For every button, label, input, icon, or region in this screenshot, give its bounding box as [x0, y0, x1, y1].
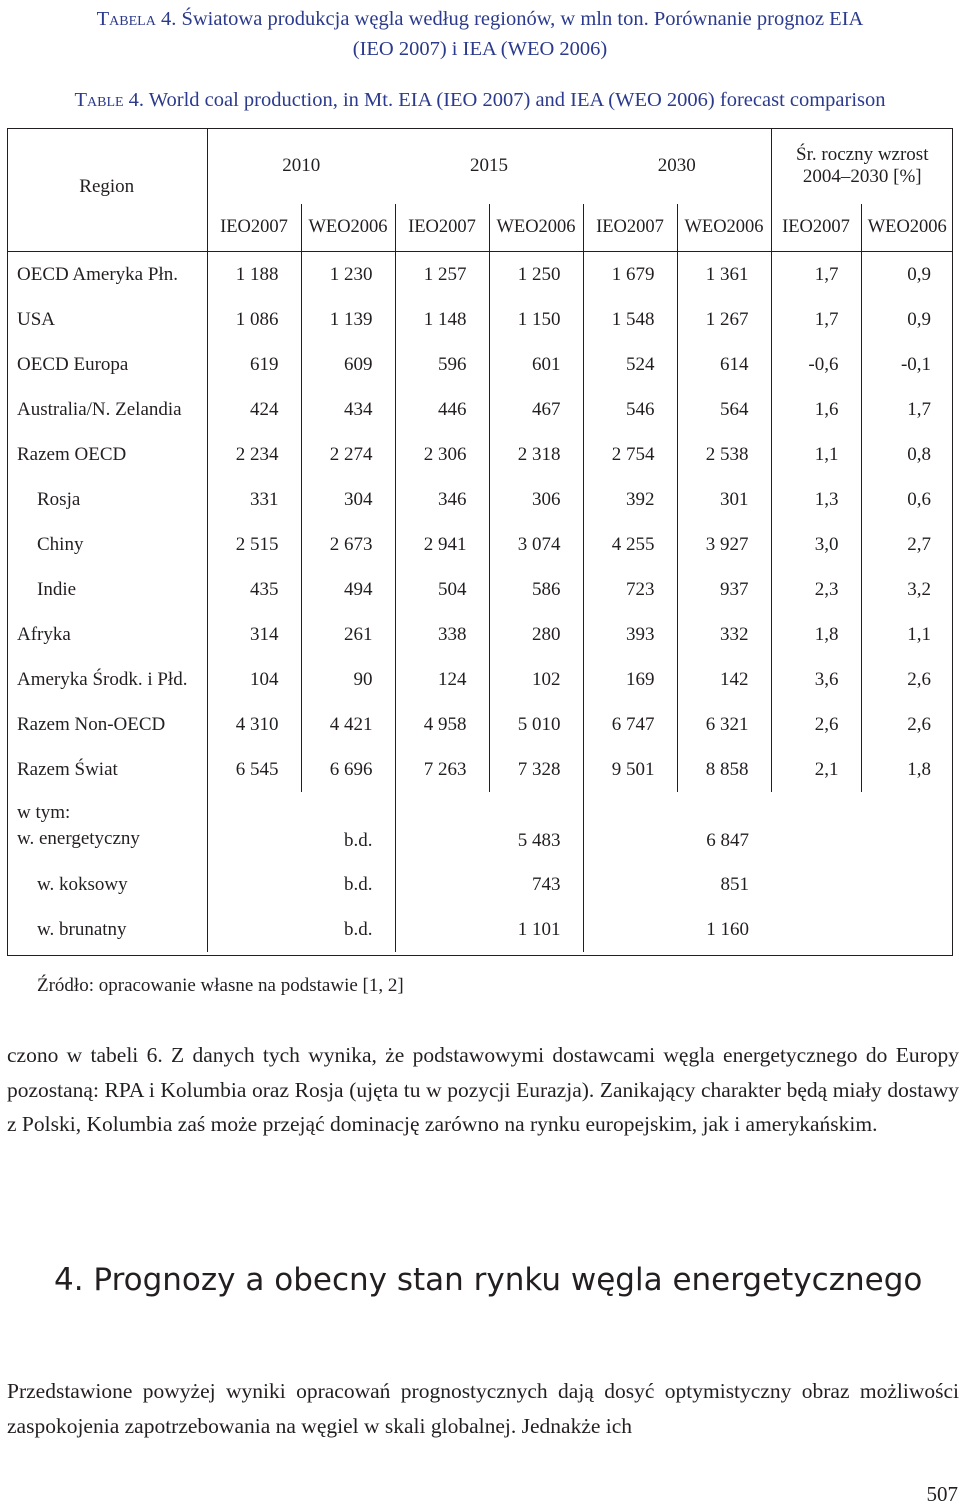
value-cell: 142: [677, 657, 771, 702]
sub-header: IEO2007: [395, 204, 489, 251]
value-cell: 596: [395, 342, 489, 387]
value-cell: 2,6: [771, 702, 861, 747]
value-cell: -0,6: [771, 342, 861, 387]
value-cell: 1 230: [301, 252, 395, 298]
sub-header: WEO2006: [677, 204, 771, 251]
table-row: [7, 477, 953, 522]
year-header-2015: 2015: [470, 155, 508, 177]
sub-header: WEO2006: [867, 217, 947, 238]
value-cell: 2 306: [395, 432, 489, 477]
value-cell: 2,6: [907, 713, 932, 735]
region-cell: w. koksowy: [7, 862, 207, 907]
value-cell: 331: [207, 477, 301, 522]
value-cell: 1,1: [771, 432, 861, 477]
region-cell: Rosja: [7, 477, 207, 522]
value-cell: 7 263: [395, 747, 489, 792]
value-cell: 7 328: [489, 747, 583, 792]
value-cell: 1,7: [771, 252, 861, 298]
value-cell: 6 747: [583, 702, 677, 747]
value-cell: 446: [395, 387, 489, 432]
value-cell: 393: [583, 612, 677, 657]
value-cell: 1,7: [771, 297, 861, 342]
value-cell: 1,7: [907, 398, 932, 420]
table-row: [7, 612, 953, 657]
sub-header: WEO2006: [301, 204, 395, 251]
caption-pl-line1: Światowa produkcja węgla według regionów, w mln ton. Porównanie prognoz EIA: [176, 8, 864, 30]
value-cell: 1 160: [706, 918, 749, 940]
table-row: [7, 792, 953, 862]
value-cell: 346: [395, 477, 489, 522]
value-cell: 1,1: [907, 623, 932, 645]
region-cell: Afryka: [7, 612, 207, 657]
value-cell: b.d.: [207, 792, 395, 862]
table-caption-pl: [0, 4, 960, 64]
value-cell: 6 545: [207, 747, 301, 792]
value-cell: 8 858: [677, 747, 771, 792]
value-cell: 586: [489, 567, 583, 612]
value-cell: 1 361: [677, 252, 771, 298]
value-cell: 1,6: [771, 387, 861, 432]
value-cell: 1 679: [583, 252, 677, 298]
value-cell: 0,9: [907, 263, 932, 285]
value-cell: 2,7: [907, 533, 932, 555]
value-cell: 524: [583, 342, 677, 387]
table-caption-en: [0, 85, 960, 115]
value-cell: 937: [677, 567, 771, 612]
region-cell: Razem Non-OECD: [7, 702, 207, 747]
value-cell: 467: [489, 387, 583, 432]
region-cell: USA: [7, 297, 207, 342]
value-cell: 1 150: [489, 297, 583, 342]
value-cell: 1 267: [677, 297, 771, 342]
region-cell: Razem Świat: [7, 747, 207, 792]
value-cell: 6 321: [677, 702, 771, 747]
table-row: [7, 522, 953, 567]
caption-pl-line2: (IEO 2007) i IEA (WEO 2006): [352, 38, 608, 60]
value-cell: 392: [583, 477, 677, 522]
value-cell: 601: [489, 342, 583, 387]
sub-header: IEO2007: [583, 204, 677, 251]
value-cell: 743: [395, 862, 583, 907]
value-cell: 4 255: [583, 522, 677, 567]
value-cell: 2 754: [583, 432, 677, 477]
value-cell: 102: [489, 657, 583, 702]
empty-cell: [771, 862, 953, 907]
value-cell: 332: [677, 612, 771, 657]
table-row: [7, 702, 953, 747]
region-cell: w. brunatny: [7, 907, 207, 952]
section-heading: 4. Prognozy a obecny stan rynku węgla energetycznego: [54, 1262, 923, 1298]
value-cell: 1 139: [301, 297, 395, 342]
value-cell: 1 188: [207, 252, 301, 298]
region-cell: [7, 792, 207, 862]
value-cell: 2 515: [207, 522, 301, 567]
region-cell: OECD Europa: [7, 342, 207, 387]
value-cell: 2,1: [771, 747, 861, 792]
value-cell: b.d.: [207, 862, 395, 907]
value-cell: 851: [720, 873, 749, 895]
value-cell: 1 250: [489, 252, 583, 298]
value-cell: 9 501: [583, 747, 677, 792]
region-cell: Razem OECD: [7, 432, 207, 477]
value-cell: 1 548: [583, 297, 677, 342]
empty-cell: [771, 907, 953, 952]
value-cell: 494: [301, 567, 395, 612]
value-cell: 1 101: [395, 907, 583, 952]
value-cell: 4 421: [301, 702, 395, 747]
value-cell: 434: [301, 387, 395, 432]
value-cell: 301: [677, 477, 771, 522]
value-cell: 3 927: [677, 522, 771, 567]
value-cell: 609: [301, 342, 395, 387]
year-header-2030: 2030: [583, 128, 771, 204]
region-cell: Ameryka Środk. i Płd.: [7, 657, 207, 702]
empty-cell: [771, 792, 953, 862]
value-cell: 2 538: [677, 432, 771, 477]
source-note: Źródło: opracowanie własne na podstawie [1, 2]: [37, 975, 404, 996]
table-row: [7, 747, 953, 792]
value-cell: 338: [395, 612, 489, 657]
value-cell: 3 074: [489, 522, 583, 567]
coal-production-table: [7, 128, 953, 952]
body-paragraph-2: Przedstawione powyżej wyniki opracowań prognostycznych dają dosyć optymistyczny obraz możliwości zaspokojenia zapotrzebowania na węgiel w skali globalnej. Jednakże ich: [7, 1379, 959, 1438]
value-cell: 5 010: [489, 702, 583, 747]
region-cell: Chiny: [7, 522, 207, 567]
value-cell: 1,8: [907, 758, 932, 780]
value-cell: 314: [207, 612, 301, 657]
value-cell: 504: [395, 567, 489, 612]
table-row: [7, 862, 953, 907]
value-cell: 1,3: [771, 477, 861, 522]
header-row-years: [7, 128, 953, 204]
value-cell: 104: [207, 657, 301, 702]
region-cell: OECD Ameryka Płn.: [7, 252, 207, 298]
value-cell: 169: [583, 657, 677, 702]
value-cell: 3,0: [771, 522, 861, 567]
value-cell: 0,9: [907, 308, 932, 330]
value-cell: 723: [583, 567, 677, 612]
year-header-2010: 2010: [282, 155, 321, 177]
value-cell: 619: [207, 342, 301, 387]
table-row: [7, 567, 953, 612]
value-cell: 2 941: [395, 522, 489, 567]
table-row: [7, 252, 953, 298]
growth-header: [771, 128, 953, 204]
region-cell: Australia/N. Zelandia: [7, 387, 207, 432]
caption-pl-prefix: Tabela 4.: [96, 8, 177, 30]
value-cell: 2,3: [771, 567, 861, 612]
table-row: [7, 297, 953, 342]
value-cell: 5 483: [395, 792, 583, 862]
value-cell: 4 310: [207, 702, 301, 747]
value-cell: 0,8: [907, 443, 932, 465]
value-cell: 3,2: [907, 578, 932, 600]
value-cell: 2 318: [489, 432, 583, 477]
growth-header-line2: 2004–2030 [%]: [802, 166, 922, 188]
table-row: [7, 342, 953, 387]
value-cell: 1 257: [395, 252, 489, 298]
sub-header: IEO2007: [771, 204, 861, 251]
region-header: Region: [7, 128, 207, 252]
wtym-label: w tym:: [17, 802, 71, 823]
value-cell: 6 847: [706, 830, 749, 851]
region-label: w. energetyczny: [17, 828, 140, 849]
value-cell: 306: [489, 477, 583, 522]
page-number: 507: [926, 1482, 958, 1506]
value-cell: 6 696: [301, 747, 395, 792]
value-cell: 2,6: [907, 668, 932, 690]
body-paragraph-1: czono w tabeli 6. Z danych tych wynika, że podstawowymi dostawcami węgla energetycznego do Europy pozostaną: RPA i Kolumbia oraz Rosja (ujęta tu w pozycji Eurazja). Zanikający charakter będą miały dostawy z Polski, Kolumbia zaś może przejąć dominację zarówno na rynku europejskim, jak i amerykańskim.: [7, 1043, 959, 1136]
table-row: [7, 907, 953, 952]
value-cell: 546: [583, 387, 677, 432]
growth-header-line1: Śr. roczny wzrost: [796, 144, 929, 166]
table-row: [7, 387, 953, 432]
value-cell: b.d.: [207, 907, 395, 952]
value-cell: 614: [677, 342, 771, 387]
value-cell: 2 274: [301, 432, 395, 477]
sub-header: IEO2007: [207, 204, 301, 251]
caption-en-line: World coal production, in Mt. EIA (IEO 2007) and IEA (WEO 2006) forecast comparison: [144, 89, 886, 111]
table-row: [7, 432, 953, 477]
value-cell: 2 234: [207, 432, 301, 477]
table-row: [7, 657, 953, 702]
value-cell: 3,6: [771, 657, 861, 702]
value-cell: 2 673: [301, 522, 395, 567]
value-cell: 261: [301, 612, 395, 657]
value-cell: 564: [677, 387, 771, 432]
value-cell: 1,8: [771, 612, 861, 657]
value-cell: 124: [395, 657, 489, 702]
value-cell: 0,6: [907, 488, 932, 510]
sub-header: WEO2006: [489, 204, 583, 251]
value-cell: 90: [301, 657, 395, 702]
value-cell: 4 958: [395, 702, 489, 747]
value-cell: 1 086: [207, 297, 301, 342]
caption-en-prefix: Table 4.: [74, 89, 145, 111]
value-cell: 435: [207, 567, 301, 612]
value-cell: -0,1: [900, 353, 932, 375]
value-cell: 1 148: [395, 297, 489, 342]
region-cell: Indie: [7, 567, 207, 612]
value-cell: 424: [207, 387, 301, 432]
value-cell: 280: [489, 612, 583, 657]
value-cell: 304: [301, 477, 395, 522]
